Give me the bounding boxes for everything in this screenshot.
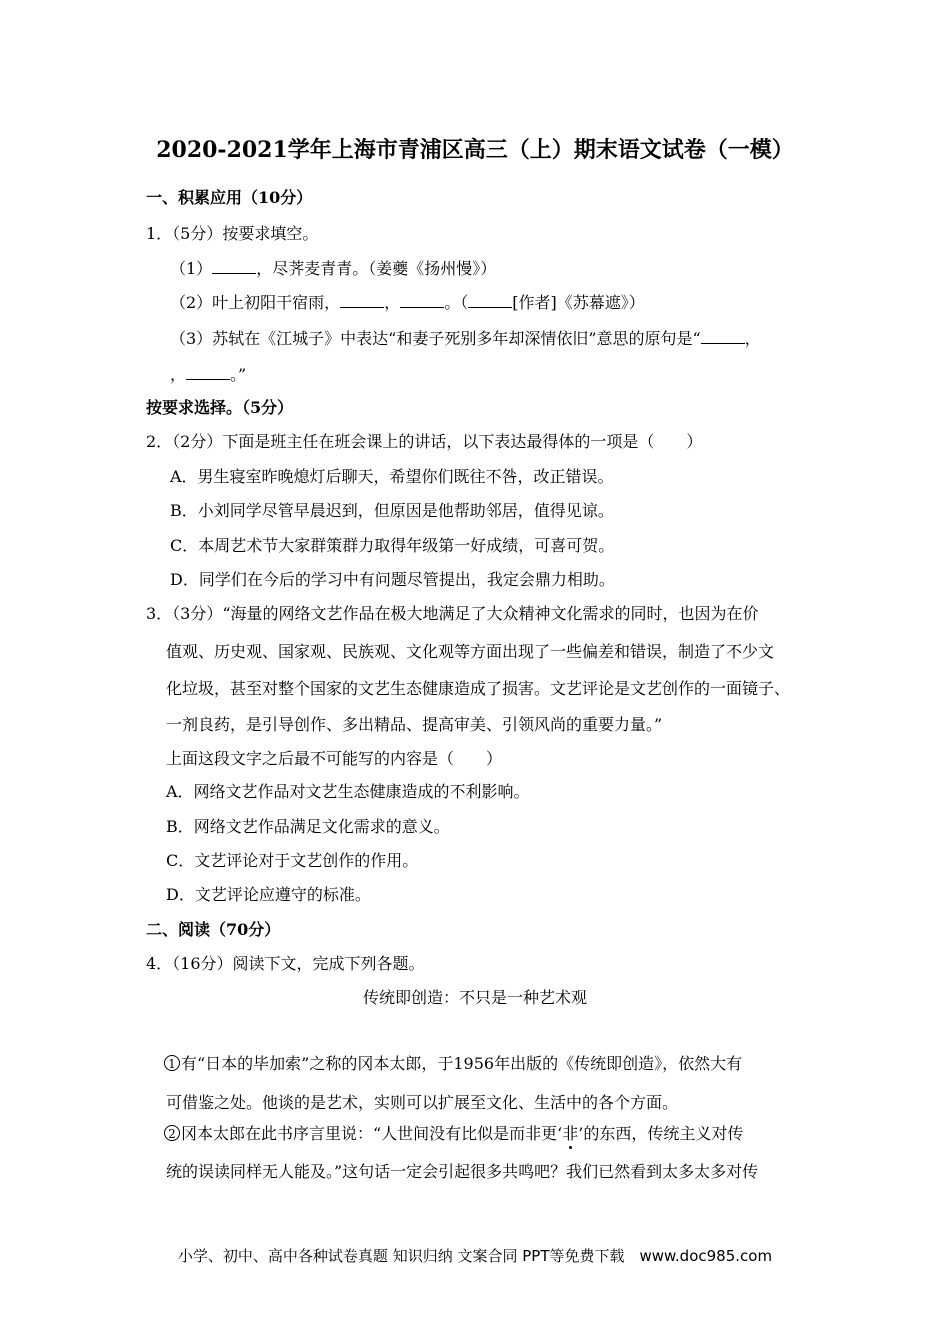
question-2-option-d: D．同学们在今后的学习中有问题尽管提出，我定会鼎力相助。 (170, 570, 615, 589)
q1-item2-text-c: 。（ (444, 293, 469, 312)
article-paragraph-1-line-2: 可借鉴之处。他谈的是艺术，实则可以扩展至文化、生活中的各个方面。 (166, 1093, 679, 1112)
q1-item1-text: ，尽荠麦青青。（姜夔《扬州慢》） (256, 259, 497, 278)
question-3-question: 上面这段文字之后最不可能写的内容是（ ） (166, 749, 503, 768)
question-3-option-a: A．网络文艺作品对文艺生态健康造成的不利影响。 (166, 782, 530, 801)
answer-blank (400, 292, 444, 308)
article-title: 传统即创造：不只是一种艺术观 (362, 988, 587, 1007)
question-2-option-b: B．小刘同学尽管早晨迟到，但原因是他帮助邻居，值得见谅。 (170, 501, 614, 520)
question-3-option-d: D．文艺评论应遵守的标准。 (166, 885, 371, 904)
article-paragraph-1-line-1 (164, 1054, 742, 1074)
paragraph-number-1: 1 (164, 1055, 180, 1071)
answer-blank (212, 258, 256, 274)
article-paragraph-2-line-1 (164, 1124, 743, 1144)
p2-line1-text-a: 冈本太郎在此书序言里说：“人世间没有比似是而非更‘ (181, 1124, 563, 1143)
p2-line1-text-b: ’的东西，传统主义对传 (578, 1124, 744, 1143)
page-footer: 小学、初中、高中各种试卷真题 知识归纳 文案合同 PPT等免费下载 www.doc985.com (177, 1247, 773, 1265)
question-2-stem: 2．（2分）下面是班主任在班会课上的讲话，以下表达最得体的一项是（ ） (146, 432, 703, 451)
answer-blank (701, 328, 745, 344)
exam-title: 2020-2021学年上海市青浦区高三（上）期末语文试卷（一模） (156, 137, 794, 163)
question-2-option-c: C．本周艺术节大家群策群力取得年级第一好成绩，可喜可贺。 (170, 536, 615, 555)
q1-item3-end: ， (744, 329, 761, 348)
q1-item3-line2-b: 。” (230, 365, 247, 384)
question-3-option-b: B．网络文艺作品满足文化需求的意义。 (166, 817, 450, 836)
section-heading-reading: 二、阅读（70分） (146, 920, 281, 939)
question-2-option-a: A．男生寝室昨晚熄灯后聊天，希望你们既往不咎，改正错误。 (170, 467, 614, 486)
answer-blank (186, 364, 230, 380)
question-1-stem: 1．（5分）按要求填空。 (146, 224, 319, 243)
emphasis-dot-char: 非 (562, 1124, 579, 1143)
question-3-line-4: 一剂良药，是引导创作、多出精品、提高审美、引领风尚的重要力量。” (166, 715, 663, 734)
q1-item2-text-d: [作者]《苏幕遮》） (512, 293, 645, 312)
question-3-option-c: C．文艺评论对于文艺创作的作用。 (166, 851, 419, 870)
question-3-line-2: 值观、历史观、国家观、民族观、文化观等方面出现了一些偏差和错误，制造了不少文 (166, 642, 775, 661)
q1-item3-text: （3）苏轼在《江城子》中表达“和妻子死别多年却深情依旧”意思的原句是“ (170, 329, 701, 348)
answer-blank (468, 292, 512, 308)
question-3-line-3: 化垃圾，甚至对整个国家的文艺生态健康造成了损害。文艺评论是文艺创作的一面镜子、 (166, 679, 791, 698)
article-paragraph-2-line-2: 统的误读同样无人能及。”这句话一定会引起很多共鸣吧？我们已然看到太多太多对传 (166, 1162, 759, 1181)
paragraph-number-2: 2 (164, 1125, 180, 1141)
question-1-item-3-continued (170, 364, 246, 385)
q1-item2-text-b: ， (384, 293, 401, 312)
question-4-stem: 4．（16分）阅读下文，完成下列各题。 (146, 954, 425, 973)
q1-item1-prefix: （1） (170, 259, 213, 278)
p1-line1-text: 有“日本的毕加索”之称的冈本太郎，于1956年出版的《传统即创造》，依然大有 (181, 1054, 743, 1073)
question-1-item-3 (170, 328, 761, 349)
section-heading-accumulation: 一、积累应用（10分） (146, 188, 313, 207)
section-heading-choose: 按要求选择。（5分） (146, 398, 294, 417)
question-1-item-1 (170, 258, 496, 279)
question-3-line-1: 3．（3分）“海量的网络文艺作品在极大地满足了大众精神文化需求的同时，也因为在价 (146, 604, 759, 623)
q1-item2-text-a: （2）叶上初阳干宿雨， (170, 293, 341, 312)
answer-blank (340, 292, 384, 308)
q1-item3-line2-a: ， (170, 365, 187, 384)
question-1-item-2 (170, 292, 645, 313)
